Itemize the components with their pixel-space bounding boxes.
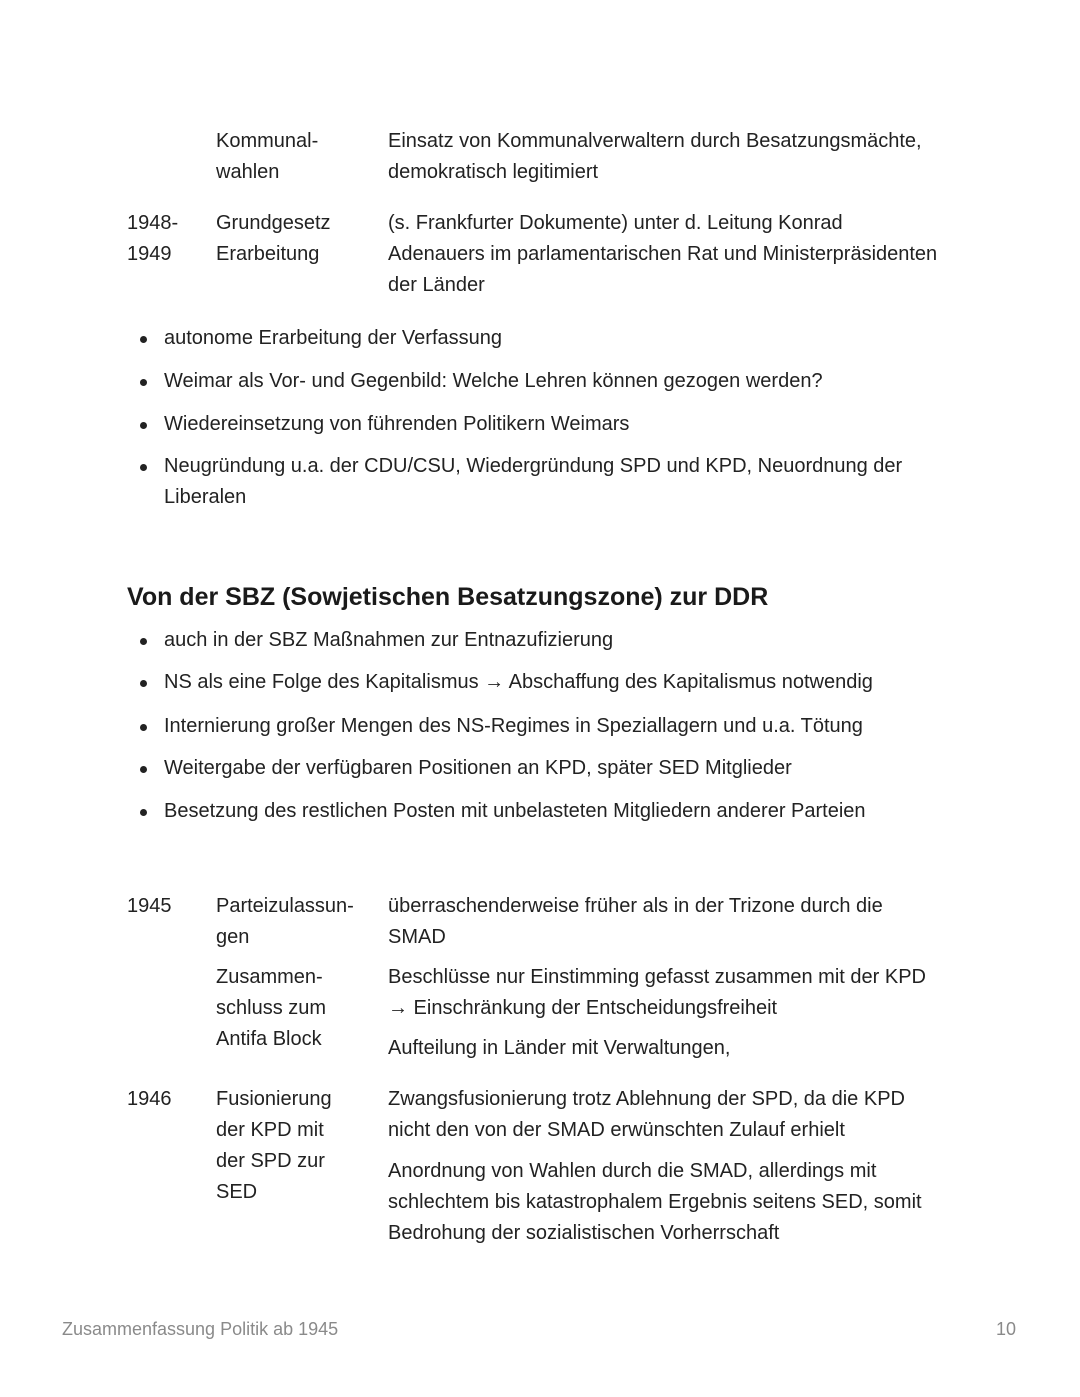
list-item: Weitergabe der verfügbaren Positionen an KPD, später SED Mitglieder [164, 757, 792, 779]
section-heading: Von der SBZ (Sowjetischen Besatzungszone) zur DDR [127, 583, 769, 611]
desc-line: Beschlüsse nur Einstimming gefasst zusammen mit der KPD [388, 966, 926, 988]
desc-line: Bedrohung der sozialistischen Vorherrschaft [388, 1222, 780, 1244]
topic-kommunalwahlen: Kommunal- wahlen [216, 130, 319, 183]
page-number: 10 [995, 1319, 1016, 1339]
topic-antifa-block: Zusammen- schluss zum Antifa Block [216, 966, 327, 1050]
desc-line: → Einschränkung der Entscheidungsfreiheit [388, 997, 778, 1019]
list-item: Weimar als Vor- und Gegenbild: Welche Lehren können gezogen werden? [164, 370, 823, 392]
year-1945: 1945 [127, 895, 172, 917]
topic-parteizulassungen: Parteizulassun- gen [216, 895, 354, 948]
desc-line: demokratisch legitimiert [388, 161, 599, 183]
desc-line: SMAD [388, 926, 446, 948]
list-item: auch in der SBZ Maßnahmen zur Entnazufizierung [164, 629, 614, 651]
list-item-continuation: Liberalen [164, 486, 247, 508]
list-item: Internierung großer Mengen des NS-Regimes in Speziallagern und u.a. Tötung [164, 715, 863, 737]
list-item: NS als eine Folge des Kapitalismus → Abschaffung des Kapitalismus notwendig [164, 671, 873, 693]
topic-grundgesetz: Grundgesetz Erarbeitung [216, 212, 331, 265]
desc-line: schlechtem bis katastrophalem Ergebnis seitens SED, somit [388, 1191, 922, 1213]
list-item: Neugründung u.a. der CDU/CSU, Wiedergründung SPD und KPD, Neuordnung der [164, 455, 903, 477]
topic-fusionierung: Fusionierung der KPD mit der SPD zur SED [216, 1088, 332, 1203]
desc-line: (s. Frankfurter Dokumente) unter d. Leitung Konrad [388, 212, 843, 234]
desc-line: Zwangsfusionierung trotz Ablehnung der SPD, da die KPD [388, 1088, 905, 1110]
bullet-dot [140, 766, 147, 773]
bullet-dot [140, 379, 147, 386]
desc-line: der Länder [388, 274, 485, 296]
desc-line: nicht den von der SMAD erwünschten Zulauf erhielt [388, 1119, 845, 1141]
bullet-dot [140, 336, 147, 343]
desc-line: Aufteilung in Länder mit Verwaltungen, [388, 1037, 731, 1059]
desc-line: überraschenderweise früher als in der Trizone durch die [388, 895, 883, 917]
bullet-dot [140, 638, 147, 645]
desc-line: Adenauers im parlamentarischen Rat und Ministerpräsidenten [388, 243, 938, 265]
list-item: autonome Erarbeitung der Verfassung [164, 327, 502, 349]
desc-line: Anordnung von Wahlen durch die SMAD, allerdings mit [388, 1160, 877, 1182]
bullet-dot [140, 809, 147, 816]
year-1946: 1946 [127, 1088, 172, 1110]
bullet-dot [140, 680, 147, 687]
year-1948-1949: 1948- 1949 [127, 212, 179, 265]
bullet-dot [140, 724, 147, 731]
bullet-dot [140, 464, 147, 471]
desc-line: Einsatz von Kommunalverwaltern durch Besatzungsmächte, [388, 130, 922, 152]
footer-title: Zusammenfassung Politik ab 1945 [62, 1319, 339, 1339]
list-item: Wiedereinsetzung von führenden Politikern Weimars [164, 413, 630, 435]
list-item: Besetzung des restlichen Posten mit unbelasteten Mitgliedern anderer Parteien [164, 800, 866, 822]
bullet-dot [140, 422, 147, 429]
